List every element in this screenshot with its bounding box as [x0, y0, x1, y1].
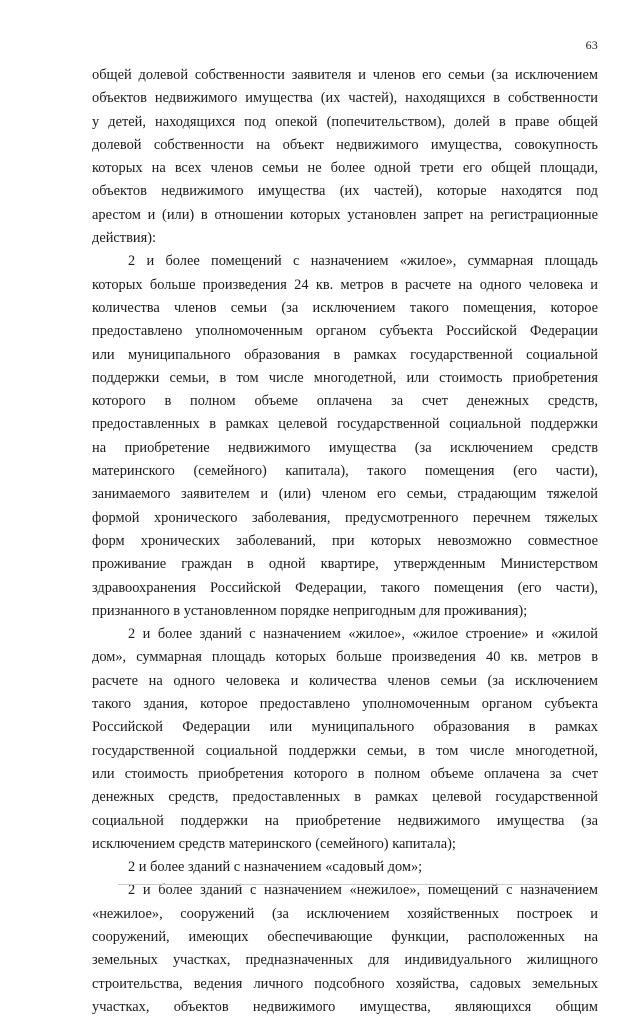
text-line: занимаемого заявителем и (или) членом его семьи, страдающим тяжелой: [92, 486, 598, 503]
text-line: исключением средств материнского (семейного) капитала);: [92, 835, 456, 852]
text-line: дом», суммарная площадь которых больше произведения 40 кв. метров в: [92, 649, 598, 666]
text-line: социальной поддержки на приобретение недвижимого имущества (за: [92, 812, 598, 829]
text-line: государственной социальной поддержки семьи, в том числе многодетной,: [92, 742, 598, 759]
text-line: форм хронических заболеваний, при которых невозможно совместное: [92, 532, 598, 549]
text-line: объектов недвижимого имущества (их частей), находящихся в собственности: [92, 90, 598, 107]
text-line: действия):: [92, 230, 156, 247]
text-line: материнского (семейного) капитала), такого помещения (его части),: [92, 463, 598, 480]
text-line: участках, объектов недвижимого имущества, являющихся общим: [92, 998, 598, 1015]
text-line: количества членов семьи (за исключением такого помещения, которое: [92, 299, 598, 316]
text-line: 2 и более зданий с назначением «нежилое», помещений с назначением: [128, 882, 598, 899]
text-line: на приобретение недвижимого имущества (за исключением средств: [92, 439, 598, 456]
text-line: которых на всех членов семьи не более одной трети его общей площади,: [92, 160, 598, 177]
text-line: у детей, находящихся под опекой (попечительством), долей в праве общей: [92, 113, 598, 130]
text-line: здравоохранения Российской Федерации, такого помещения (его части),: [92, 579, 598, 596]
text-line: предоставленных в рамках целевой государственной социальной поддержки: [92, 416, 598, 433]
page-number: 63: [585, 38, 598, 52]
text-line: расчете на одного человека и количества членов семьи (за исключением: [92, 672, 598, 689]
text-line: общей долевой собственности заявителя и членов его семьи (за исключением: [92, 67, 598, 83]
text-line: денежных средств, предоставленных в рамках целевой государственной: [92, 789, 598, 806]
text-line: арестом и (или) в отношении которых установлен запрет на регистрационные: [92, 206, 598, 223]
text-line: 2 и более зданий с назначением «жилое», «жилое строение» и «жилой: [128, 626, 598, 643]
text-line: которых больше произведения 24 кв. метров в расчете на одного человека и: [92, 276, 598, 293]
text-line: поддержки семьи, в том числе многодетной, или стоимость приобретения: [92, 369, 598, 386]
text-line: признанного в установленном порядке непригодным для проживания);: [92, 602, 528, 619]
footer-divider: [118, 884, 574, 885]
body-text: [92, 64, 598, 1019]
text-line: которого в полном объеме оплачена за счет денежных средств,: [92, 393, 598, 410]
text-line: предоставлено уполномоченным органом субъекта Российской Федерации: [92, 323, 598, 340]
text-line: или стоимость приобретения которого в полном объеме оплачена за счет: [92, 765, 598, 782]
text-line: строительства, ведения личного подсобного хозяйства, садовых земельных: [92, 975, 598, 992]
text-line: формой хронического заболевания, предусмотренного перечнем тяжелых: [92, 509, 598, 526]
text-line: Российской Федерации или муниципального образования в рамках: [92, 719, 598, 736]
text-line: 2 и более помещений с назначением «жилое», суммарная площадь: [128, 253, 598, 270]
text-line: 2 и более зданий с назначением «садовый дом»;: [128, 859, 423, 876]
text-line: сооружений, имеющих обеспечивающие функции, расположенных на: [92, 928, 598, 945]
text-line: земельных участках, предназначенных для индивидуального жилищного: [92, 952, 598, 969]
text-line: проживание граждан в одной квартире, утвержденным Министерством: [92, 556, 598, 573]
text-line: объектов недвижимого имущества (их частей), которые находятся под: [92, 183, 598, 200]
text-line: «нежилое», сооружений (за исключением хозяйственных построек и: [92, 905, 598, 922]
text-line: или муниципального образования в рамках государственной социальной: [92, 346, 598, 363]
text-line: долевой собственности на объект недвижимого имущества, совокупность: [92, 136, 598, 153]
text-line: такого здания, которое предоставлено уполномоченным органом субъекта: [92, 696, 598, 713]
